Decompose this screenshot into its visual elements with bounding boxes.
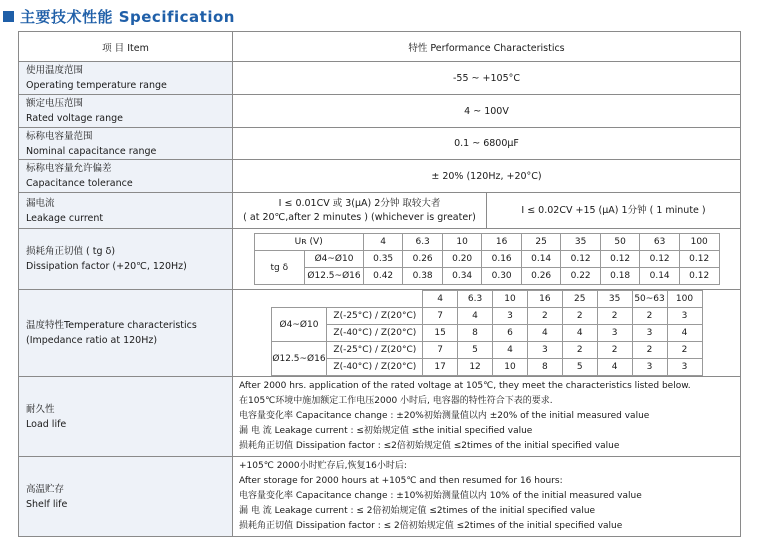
row-label: 温度特性Temperature characteristics (Impedance ratio at 120Hz) bbox=[19, 290, 233, 377]
table-row bbox=[19, 128, 741, 160]
load-life-text: After 2000 hrs. application of the rated voltage at 105℃, they meet the characteristics listed below. 在105℃环境中施加额定工作电压2000 小时后, 电容器的特性符合下表的要求. 电容量变化率 Capacitance change : ±20%初始测量值以内 ±20% of the initial measured value 漏 电 流 Leakage current : ≤初始规定值 ≤the initial specified value 损耗角正切值 Dissipation factor : ≤2倍初始规定值 ≤2times of the initial specified value bbox=[233, 377, 741, 457]
df-cell bbox=[233, 229, 741, 290]
spec-table bbox=[18, 31, 741, 537]
table-row bbox=[19, 457, 741, 537]
leakage-right: I ≤ 0.02CV +15 (μA) 1分钟 ( 1 minute ) bbox=[521, 204, 706, 216]
table-row bbox=[19, 193, 741, 229]
table-row bbox=[19, 229, 741, 290]
row-label: 高温贮存 Shelf life bbox=[19, 457, 233, 537]
row-label: 耐久性 Load life bbox=[19, 377, 233, 457]
shelf-life-text: +105℃ 2000小时贮存后,恢复16小时后: After storage for 2000 hours at +105℃ and then resumed for 16 hours: 电容量变化率 Capacitance change : ±10%初始测量值以内 10% of the initial measured value 漏 电 流 Leakage current : ≤ 2倍初始规定值 ≤2times of the initial specified value 损耗角正切值 Dissipation factor : ≤ 2倍初始规定值 ≤2times of the initial specified value bbox=[233, 457, 741, 537]
row-label: 标称电容量允许偏差 Capacitance tolerance bbox=[19, 160, 233, 193]
row-label: 损耗角正切值 ( tg δ) Dissipation factor (+20℃, 120Hz) bbox=[19, 229, 233, 290]
table-header-row bbox=[19, 32, 741, 62]
row-label: 漏电流 Leakage current bbox=[19, 193, 233, 229]
table-row bbox=[19, 290, 741, 377]
leakage-cell bbox=[233, 193, 741, 229]
tolerance-value: ± 20% (120Hz, +20°C) bbox=[233, 160, 741, 193]
row-label: 使用温度范围 Operating temperature range bbox=[19, 62, 233, 95]
col-perf-header: 特性 Performance Characteristics bbox=[233, 32, 741, 62]
df-table: Uʀ (V) 4 6.3 10 16 25 35 50 63 100 tg δ Ø4~Ø10 0.35 0.26 0.20 0.16 0.14 0.12 0.12 0.12 0.12 Ø12.5~Ø16 0.42 0.38 0.34 0.30 0.26 0.22 0.18 0.14 0.12 bbox=[254, 233, 720, 285]
ur-label: Uʀ (V) bbox=[254, 234, 363, 251]
table-row bbox=[19, 95, 741, 128]
section-title: 主要技术性能 Specification bbox=[20, 7, 235, 26]
tc-cell bbox=[233, 290, 741, 377]
voltage-value: 4 ~ 100V bbox=[233, 95, 741, 128]
row-label: 标称电容量范围 Nominal capacitance range bbox=[19, 128, 233, 160]
col-item-header: 项 目 Item bbox=[19, 32, 233, 62]
square-bullet-icon bbox=[3, 11, 14, 22]
capacitance-value: 0.1 ~ 6800μF bbox=[233, 128, 741, 160]
tc-table: 4 6.3 10 16 25 35 50~63 100 Ø4~Ø10 Z(-25°C) / Z(20°C) 7 4 3 2 2 2 2 3 Z(-40°C) / Z(20°C) 15 8 6 4 4 3 3 4 Ø12.5~Ø16 Z(-25°C) / Z(20°C) 7 5 4 3 2 2 2 2 Z(-40°C) / Z(20°C) 17 12 10 8 5 4 3 3 bbox=[271, 290, 703, 376]
row-label: 额定电压范围 Rated voltage range bbox=[19, 95, 233, 128]
table-row bbox=[19, 377, 741, 457]
leakage-left: I ≤ 0.01CV 或 3(μA) 2分钟 取较大者 ( at 20℃,after 2 minutes ) (whichever is greater) bbox=[233, 193, 487, 228]
table-row bbox=[19, 160, 741, 193]
temp-value: -55 ~ +105°C bbox=[233, 62, 741, 95]
table-row bbox=[19, 62, 741, 95]
section-header bbox=[3, 4, 235, 28]
tg-label: tg δ bbox=[254, 251, 305, 285]
